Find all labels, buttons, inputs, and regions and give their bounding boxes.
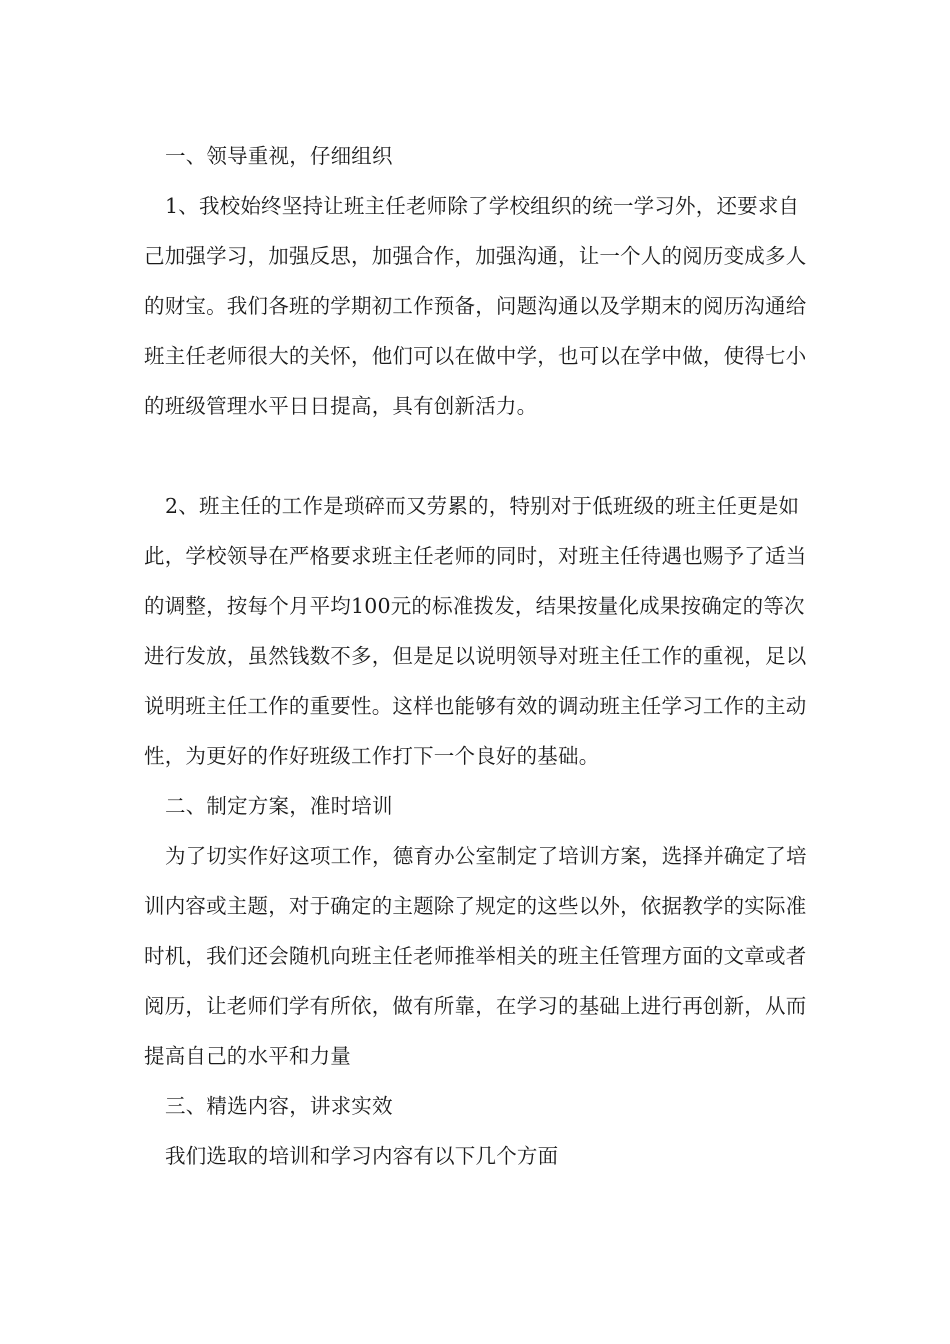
paragraph-spacer <box>144 431 814 481</box>
paragraph-item-1: 1、我校始终坚持让班主任老师除了学校组织的统一学习外，还要求自己加强学习，加强反思，加强合作，加强沟通，让一个人的阅历变成多人的财宝。我们各班的学期初工作预备，问题沟通以及学期末的阅历沟通给班主任老师很大的关怀，他们可以在做中学，也可以在学中做，使得七小的班级管理水平日日提高，具有创新活力。 <box>144 194 807 418</box>
paragraph-training-plan: 为了切实作好这项工作，德育办公室制定了培训方案，选择并确定了培训内容或主题，对于确定的主题除了规定的这些以外，依据教学的实际准时机，我们还会随机向班主任老师推举相关的班主任管理方面的文章或者阅历，让老师们学有所依，做有所靠，在学习的基础上进行再创新，从而提高自己的水平和力量 <box>144 844 807 1068</box>
document-body <box>144 131 814 1181</box>
section-heading-3: 三、精选内容，讲求实效 <box>165 1094 393 1118</box>
paragraph-content-intro: 我们选取的培训和学习内容有以下几个方面 <box>165 1144 559 1168</box>
section-heading-1: 一、领导重视，仔细组织 <box>165 144 393 168</box>
section-heading-2: 二、制定方案，准时培训 <box>165 794 393 818</box>
paragraph-item-2: 2、班主任的工作是琐碎而又劳累的，特别对于低班级的班主任更是如此，学校领导在严格要求班主任老师的同时，对班主任待遇也赐予了适当的调整，按每个月平均100元的标准拨发，结果按量化成果按确定的等次进行发放，虽然钱数不多，但是足以说明领导对班主任工作的重视，足以说明班主任工作的重要性。这样也能够有效的调动班主任学习工作的主动性，为更好的作好班级工作打下一个良好的基础。 <box>144 494 807 768</box>
